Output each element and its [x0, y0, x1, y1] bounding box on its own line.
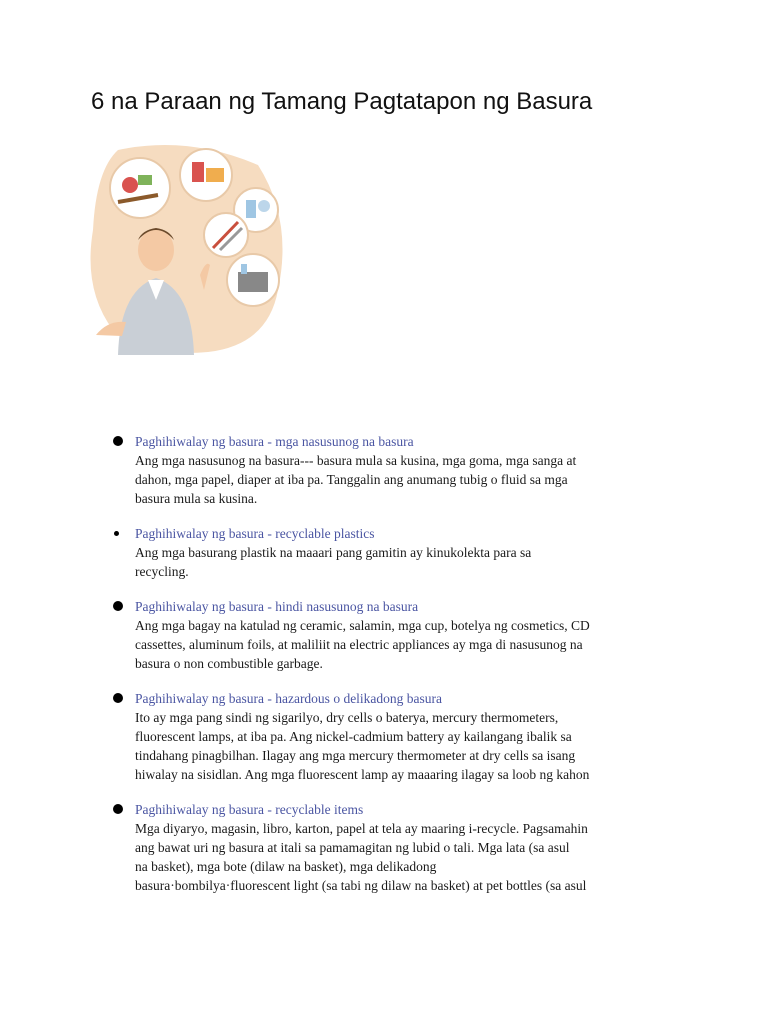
- bullet-icon: [113, 601, 123, 611]
- bullet-icon: [113, 804, 123, 814]
- item-heading: Paghihiwalay ng basura - recyclable items: [135, 802, 364, 817]
- body-line: tindahang pinagbilhan. Ilagay ang mga mercury thermometer at dry cells sa isang: [135, 748, 576, 763]
- list-item: [0, 800, 695, 895]
- body-line: basura o non combustible garbage.: [135, 656, 323, 671]
- bullet-icon: [114, 531, 119, 536]
- list-item: [0, 597, 695, 673]
- disposal-methods-list: [0, 432, 768, 911]
- body-line: basura·bombilya·fluorescent light (sa tabi ng dilaw na basket) at pet bottles (sa asul: [135, 878, 587, 893]
- list-item: [0, 524, 695, 581]
- item-heading: Paghihiwalay ng basura - mga nasusunog na basura: [135, 434, 414, 449]
- item-body: [135, 616, 695, 673]
- page-title: 6 na Paraan ng Tamang Pagtatapon ng Basura: [91, 88, 593, 115]
- item-heading: Paghihiwalay ng basura - hazardous o delikadong basura: [135, 691, 443, 706]
- body-line: dahon, mga papel, diaper at iba pa. Tanggalin ang anumang tubig o fluid sa mga: [135, 472, 568, 487]
- body-line: fluorescent lamps, at iba pa. Ang nickel-cadmium battery ay kailangang ibalik sa: [135, 729, 572, 744]
- item-body: [135, 708, 695, 784]
- item-body: [135, 451, 695, 508]
- body-line: hiwalay na sisidlan. Ang mga fluorescent lamp ay maaaring ilagay sa loob ng kahon: [135, 767, 590, 782]
- body-line: basura mula sa kusina.: [135, 491, 258, 506]
- bullet-icon: [113, 436, 123, 446]
- body-line: Ang mga basurang plastik na maaari pang gamitin ay kinukolekta para sa: [135, 545, 532, 560]
- list-item: [0, 689, 695, 784]
- waste-sorting-illustration: [88, 140, 288, 355]
- body-line: Ito ay mga pang sindi ng sigarilyo, dry cells o baterya, mercury thermometers,: [135, 710, 559, 725]
- body-line: ang bawat uri ng basura at itali sa pamamagitan ng lubid o tali. Mga lata (sa asul: [135, 840, 570, 855]
- body-line: recycling.: [135, 564, 189, 579]
- bullet-icon: [113, 693, 123, 703]
- body-line: na basket), mga bote (dilaw na basket), mga delikadong: [135, 859, 437, 874]
- body-line: Ang mga nasusunog na basura--- basura mula sa kusina, mga goma, mga sanga at: [135, 453, 577, 468]
- body-line: Ang mga bagay na katulad ng ceramic, salamin, mga cup, botelya ng cosmetics, CD: [135, 618, 590, 633]
- item-body: [135, 819, 695, 895]
- item-body: [135, 543, 695, 581]
- item-heading: Paghihiwalay ng basura - recyclable plastics: [135, 526, 375, 541]
- body-line: Mga diyaryo, magasin, libro, karton, papel at tela ay maaring i-recycle. Pagsamahin: [135, 821, 588, 836]
- item-heading: Paghihiwalay ng basura - hindi nasusunog na basura: [135, 599, 419, 614]
- body-line: cassettes, aluminum foils, at maliliit na electric appliances ay mga di nasusunog na: [135, 637, 583, 652]
- list-item: [0, 432, 695, 508]
